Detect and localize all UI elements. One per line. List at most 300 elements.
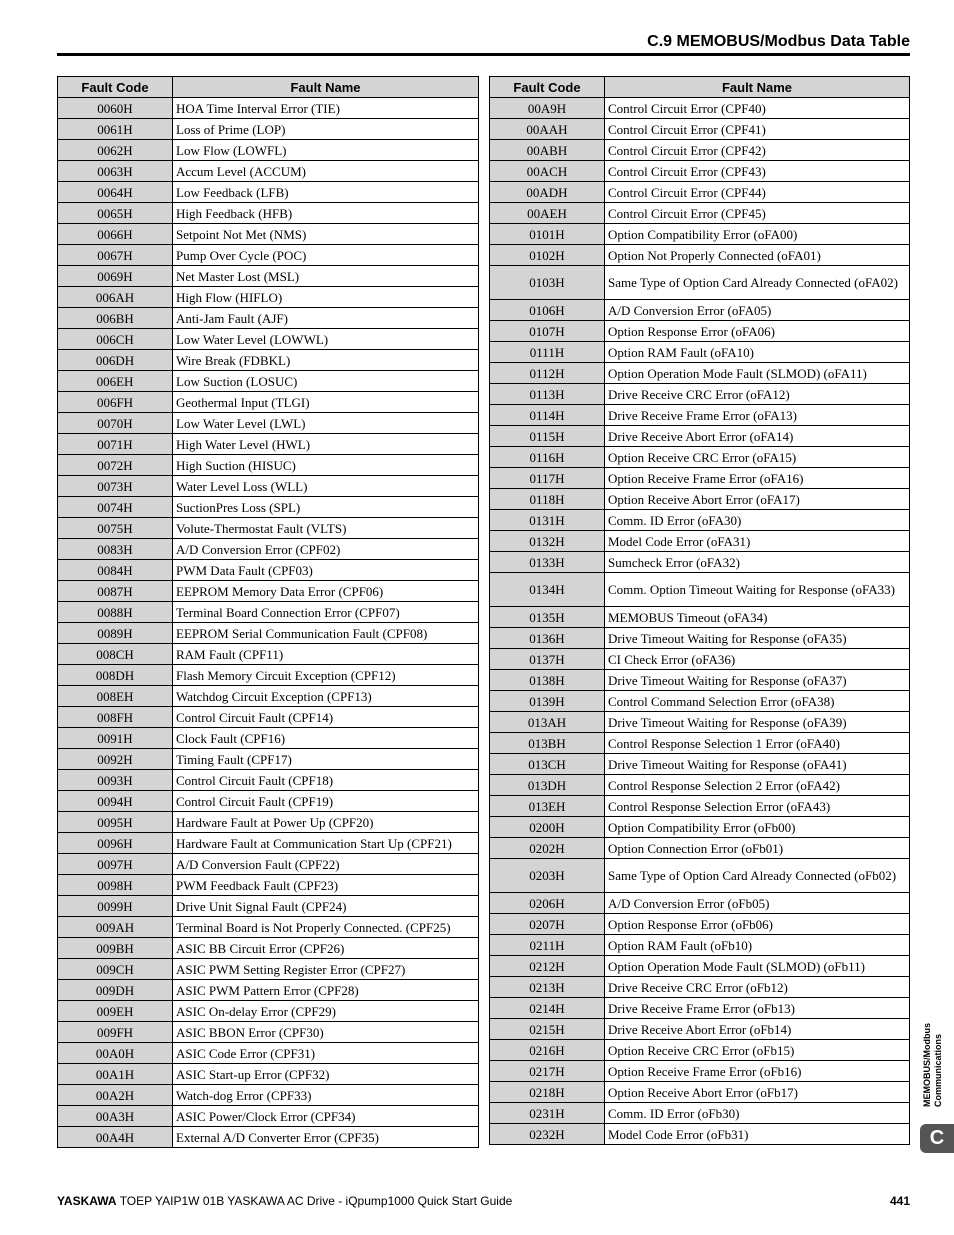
fault-name-cell: Low Flow (LOWFL) — [173, 140, 479, 161]
table-row — [58, 350, 479, 371]
table-row — [58, 476, 479, 497]
fault-code-cell: 013AH — [490, 712, 605, 733]
table-row — [490, 300, 910, 321]
fault-name-cell: Control Circuit Error (CPF45) — [605, 203, 910, 224]
table-row — [490, 161, 910, 182]
fault-name-cell: Control Circuit Fault (CPF14) — [173, 707, 479, 728]
side-chapter-label — [922, 1023, 944, 1107]
fault-code-cell: 009AH — [58, 917, 173, 938]
table-row — [58, 644, 479, 665]
fault-name-cell: Option Compatibility Error (oFA00) — [605, 224, 910, 245]
fault-name-cell: Low Water Level (LOWWL) — [173, 329, 479, 350]
table-row — [490, 245, 910, 266]
fault-code-cell: 00A1H — [58, 1064, 173, 1085]
fault-name-cell: Wire Break (FDBKL) — [173, 350, 479, 371]
table-row — [490, 607, 910, 628]
fault-code-cell: 0215H — [490, 1019, 605, 1040]
fault-code-cell: 006AH — [58, 287, 173, 308]
fault-code-cell: 0232H — [490, 1124, 605, 1145]
fault-code-cell: 008CH — [58, 644, 173, 665]
table-row — [58, 812, 479, 833]
fault-code-cell: 0112H — [490, 363, 605, 384]
table-row — [490, 628, 910, 649]
fault-code-cell: 0218H — [490, 1082, 605, 1103]
table-row — [58, 833, 479, 854]
fault-name-cell: ASIC Start-up Error (CPF32) — [173, 1064, 479, 1085]
table-row — [58, 308, 479, 329]
table-row — [58, 434, 479, 455]
table-row — [490, 998, 910, 1019]
fault-code-cell: 0070H — [58, 413, 173, 434]
fault-name-cell: ASIC PWM Pattern Error (CPF28) — [173, 980, 479, 1001]
table-row — [58, 1127, 479, 1148]
fault-name-cell: Pump Over Cycle (POC) — [173, 245, 479, 266]
fault-name-cell: Timing Fault (CPF17) — [173, 749, 479, 770]
table-row — [58, 329, 479, 350]
table-row — [58, 917, 479, 938]
fault-name-cell: Net Master Lost (MSL) — [173, 266, 479, 287]
fault-code-cell: 013CH — [490, 754, 605, 775]
fault-code-cell: 00ADH — [490, 182, 605, 203]
fault-code-cell: 0131H — [490, 510, 605, 531]
fault-name-cell: Comm. Option Timeout Waiting for Response (oFA33) — [605, 573, 910, 607]
fault-name-cell: Control Circuit Error (CPF40) — [605, 98, 910, 119]
table-row — [490, 1019, 910, 1040]
table-row — [58, 413, 479, 434]
table-row — [490, 1103, 910, 1124]
fault-code-cell: 0063H — [58, 161, 173, 182]
fault-name-cell: Control Circuit Error (CPF42) — [605, 140, 910, 161]
fault-name-cell: Option Receive Abort Error (oFA17) — [605, 489, 910, 510]
fault-name-cell: Drive Receive CRC Error (oFb12) — [605, 977, 910, 998]
fault-name-cell: Control Circuit Fault (CPF19) — [173, 791, 479, 812]
fault-code-cell: 0106H — [490, 300, 605, 321]
table-row — [490, 552, 910, 573]
fault-code-cell: 013DH — [490, 775, 605, 796]
table-row — [58, 1001, 479, 1022]
table-row — [58, 581, 479, 602]
fault-code-cell: 0074H — [58, 497, 173, 518]
fault-code-cell: 006FH — [58, 392, 173, 413]
fault-name-cell: Option Not Properly Connected (oFA01) — [605, 245, 910, 266]
fault-code-cell: 0137H — [490, 649, 605, 670]
table-row — [58, 686, 479, 707]
fault-name-cell: A/D Conversion Error (oFb05) — [605, 893, 910, 914]
table-row — [58, 875, 479, 896]
fault-name-cell: Same Type of Option Card Already Connected (oFb02) — [605, 859, 910, 893]
fault-code-cell: 0216H — [490, 1040, 605, 1061]
table-row — [490, 914, 910, 935]
table-row — [490, 691, 910, 712]
table-row — [490, 754, 910, 775]
fault-name-cell: Watchdog Circuit Exception (CPF13) — [173, 686, 479, 707]
fault-code-cell: 0213H — [490, 977, 605, 998]
fault-name-cell: Option Response Error (oFb06) — [605, 914, 910, 935]
fault-code-cell: 0206H — [490, 893, 605, 914]
table-row — [490, 935, 910, 956]
fault-code-cell: 0069H — [58, 266, 173, 287]
table-row — [490, 775, 910, 796]
side-label-line1: MEMOBUS/Modbus — [922, 1023, 932, 1107]
table-row — [490, 384, 910, 405]
fault-name-cell: Flash Memory Circuit Exception (CPF12) — [173, 665, 479, 686]
fault-name-cell: Option Operation Mode Fault (SLMOD) (oFA11) — [605, 363, 910, 384]
fault-name-cell: Sumcheck Error (oFA32) — [605, 552, 910, 573]
table-header-row — [58, 77, 479, 98]
table-row — [490, 796, 910, 817]
fault-name-cell: ASIC PWM Setting Register Error (CPF27) — [173, 959, 479, 980]
fault-name-header: Fault Name — [173, 77, 479, 98]
fault-code-cell: 009EH — [58, 1001, 173, 1022]
fault-name-cell: Control Circuit Fault (CPF18) — [173, 770, 479, 791]
table-row — [490, 712, 910, 733]
fault-name-cell: High Suction (HISUC) — [173, 455, 479, 476]
table-row — [58, 602, 479, 623]
table-row — [490, 733, 910, 754]
fault-name-cell: Drive Receive Frame Error (oFA13) — [605, 405, 910, 426]
fault-name-cell: Drive Timeout Waiting for Response (oFA37) — [605, 670, 910, 691]
table-row — [490, 510, 910, 531]
fault-code-cell: 009BH — [58, 938, 173, 959]
fault-name-cell: Option Operation Mode Fault (SLMOD) (oFb11) — [605, 956, 910, 977]
fault-code-cell: 0092H — [58, 749, 173, 770]
fault-code-cell: 0094H — [58, 791, 173, 812]
fault-code-cell: 0118H — [490, 489, 605, 510]
fault-code-cell: 013BH — [490, 733, 605, 754]
table-row — [58, 896, 479, 917]
fault-name-cell: SuctionPres Loss (SPL) — [173, 497, 479, 518]
table-row — [58, 203, 479, 224]
fault-name-cell: Loss of Prime (LOP) — [173, 119, 479, 140]
table-row — [490, 838, 910, 859]
table-row — [58, 854, 479, 875]
table-row — [58, 728, 479, 749]
fault-code-cell: 00ABH — [490, 140, 605, 161]
fault-name-cell: Option Receive CRC Error (oFA15) — [605, 447, 910, 468]
fault-code-cell: 0113H — [490, 384, 605, 405]
table-row — [58, 1085, 479, 1106]
table-row — [58, 1043, 479, 1064]
table-row — [58, 161, 479, 182]
fault-name-cell: External A/D Converter Error (CPF35) — [173, 1127, 479, 1148]
fault-name-cell: HOA Time Interval Error (TIE) — [173, 98, 479, 119]
table-row — [490, 573, 910, 607]
right-table-body — [490, 98, 910, 1145]
fault-code-cell: 0102H — [490, 245, 605, 266]
fault-name-cell: Control Circuit Error (CPF43) — [605, 161, 910, 182]
fault-code-cell: 0062H — [58, 140, 173, 161]
table-row — [58, 497, 479, 518]
fault-name-cell: ASIC Code Error (CPF31) — [173, 1043, 479, 1064]
fault-code-cell: 0096H — [58, 833, 173, 854]
table-row — [490, 447, 910, 468]
fault-name-cell: Drive Timeout Waiting for Response (oFA41) — [605, 754, 910, 775]
table-row — [58, 539, 479, 560]
fault-code-cell: 0132H — [490, 531, 605, 552]
fault-name-cell: High Feedback (HFB) — [173, 203, 479, 224]
fault-code-cell: 008DH — [58, 665, 173, 686]
fault-name-cell: A/D Conversion Error (oFA05) — [605, 300, 910, 321]
fault-name-cell: Model Code Error (oFA31) — [605, 531, 910, 552]
fault-name-cell: Control Response Selection 2 Error (oFA42) — [605, 775, 910, 796]
fault-code-cell: 0095H — [58, 812, 173, 833]
fault-name-cell: EEPROM Serial Communication Fault (CPF08) — [173, 623, 479, 644]
table-row — [490, 363, 910, 384]
fault-code-cell: 008FH — [58, 707, 173, 728]
fault-code-cell: 00ACH — [490, 161, 605, 182]
fault-name-cell: Hardware Fault at Power Up (CPF20) — [173, 812, 479, 833]
table-row — [58, 959, 479, 980]
fault-name-cell: PWM Data Fault (CPF03) — [173, 560, 479, 581]
table-row — [490, 342, 910, 363]
fault-code-cell: 0138H — [490, 670, 605, 691]
table-row — [490, 321, 910, 342]
fault-code-cell: 0099H — [58, 896, 173, 917]
table-row — [58, 665, 479, 686]
table-row — [490, 182, 910, 203]
fault-name-cell: Same Type of Option Card Already Connected (oFA02) — [605, 266, 910, 300]
fault-name-cell: Anti-Jam Fault (AJF) — [173, 308, 479, 329]
fault-code-cell: 006DH — [58, 350, 173, 371]
fault-name-cell: Hardware Fault at Communication Start Up (CPF21) — [173, 833, 479, 854]
fault-name-cell: ASIC On-delay Error (CPF29) — [173, 1001, 479, 1022]
table-row — [58, 119, 479, 140]
table-row — [490, 489, 910, 510]
table-row — [58, 266, 479, 287]
fault-name-cell: Option RAM Fault (oFb10) — [605, 935, 910, 956]
fault-code-cell: 0084H — [58, 560, 173, 581]
table-row — [490, 468, 910, 489]
fault-name-header: Fault Name — [605, 77, 910, 98]
table-row — [58, 1064, 479, 1085]
fault-name-cell: Option Receive Frame Error (oFb16) — [605, 1061, 910, 1082]
table-row — [58, 1022, 479, 1043]
fault-name-cell: Water Level Loss (WLL) — [173, 476, 479, 497]
fault-name-cell: Clock Fault (CPF16) — [173, 728, 479, 749]
fault-code-cell: 00AEH — [490, 203, 605, 224]
fault-name-cell: High Water Level (HWL) — [173, 434, 479, 455]
table-header-row — [490, 77, 910, 98]
table-row — [490, 426, 910, 447]
fault-code-header: Fault Code — [58, 77, 173, 98]
header-rule — [57, 53, 910, 56]
table-row — [58, 791, 479, 812]
table-row — [490, 266, 910, 300]
fault-name-cell: ASIC Power/Clock Error (CPF34) — [173, 1106, 479, 1127]
fault-code-cell: 009FH — [58, 1022, 173, 1043]
fault-code-cell: 0207H — [490, 914, 605, 935]
fault-code-cell: 0089H — [58, 623, 173, 644]
fault-code-cell: 0211H — [490, 935, 605, 956]
fault-code-cell: 0115H — [490, 426, 605, 447]
fault-code-cell: 0133H — [490, 552, 605, 573]
fault-table-left — [57, 76, 479, 1148]
fault-code-cell: 0061H — [58, 119, 173, 140]
chapter-tab: C — [920, 1124, 954, 1153]
table-row — [58, 749, 479, 770]
table-row — [490, 1082, 910, 1103]
table-row — [490, 817, 910, 838]
fault-code-cell: 0088H — [58, 602, 173, 623]
fault-name-cell: Control Circuit Error (CPF44) — [605, 182, 910, 203]
table-row — [490, 98, 910, 119]
fault-code-cell: 0134H — [490, 573, 605, 607]
table-row — [58, 707, 479, 728]
fault-code-cell: 009CH — [58, 959, 173, 980]
fault-name-cell: EEPROM Memory Data Error (CPF06) — [173, 581, 479, 602]
fault-code-cell: 0101H — [490, 224, 605, 245]
table-row — [58, 224, 479, 245]
fault-name-cell: Drive Receive CRC Error (oFA12) — [605, 384, 910, 405]
fault-name-cell: Setpoint Not Met (NMS) — [173, 224, 479, 245]
fault-name-cell: Option RAM Fault (oFA10) — [605, 342, 910, 363]
fault-code-cell: 0066H — [58, 224, 173, 245]
table-row — [58, 770, 479, 791]
fault-code-cell: 0203H — [490, 859, 605, 893]
table-row — [58, 140, 479, 161]
fault-code-cell: 006EH — [58, 371, 173, 392]
table-row — [490, 956, 910, 977]
fault-code-cell: 0071H — [58, 434, 173, 455]
fault-code-cell: 0136H — [490, 628, 605, 649]
fault-code-cell: 0231H — [490, 1103, 605, 1124]
fault-name-cell: Control Response Selection 1 Error (oFA40) — [605, 733, 910, 754]
fault-code-cell: 0116H — [490, 447, 605, 468]
fault-code-cell: 0111H — [490, 342, 605, 363]
footer-brand: YASKAWA — [57, 1194, 117, 1208]
fault-code-header: Fault Code — [490, 77, 605, 98]
fault-code-cell: 0073H — [58, 476, 173, 497]
fault-code-cell: 00A0H — [58, 1043, 173, 1064]
fault-name-cell: Option Compatibility Error (oFb00) — [605, 817, 910, 838]
fault-name-cell: MEMOBUS Timeout (oFA34) — [605, 607, 910, 628]
table-row — [490, 203, 910, 224]
fault-code-cell: 0217H — [490, 1061, 605, 1082]
fault-name-cell: Drive Timeout Waiting for Response (oFA39) — [605, 712, 910, 733]
fault-name-cell: Control Circuit Error (CPF41) — [605, 119, 910, 140]
fault-name-cell: Control Command Selection Error (oFA38) — [605, 691, 910, 712]
table-row — [490, 224, 910, 245]
fault-name-cell: High Flow (HIFLO) — [173, 287, 479, 308]
fault-name-cell: Drive Receive Frame Error (oFb13) — [605, 998, 910, 1019]
table-row — [490, 1040, 910, 1061]
fault-name-cell: A/D Conversion Fault (CPF22) — [173, 854, 479, 875]
fault-code-cell: 0093H — [58, 770, 173, 791]
fault-code-cell: 0091H — [58, 728, 173, 749]
fault-name-cell: Option Receive CRC Error (oFb15) — [605, 1040, 910, 1061]
fault-name-cell: Low Water Level (LWL) — [173, 413, 479, 434]
fault-code-cell: 0060H — [58, 98, 173, 119]
fault-name-cell: ASIC BB Circuit Error (CPF26) — [173, 938, 479, 959]
table-row — [58, 98, 479, 119]
fault-code-cell: 0097H — [58, 854, 173, 875]
table-row — [58, 455, 479, 476]
fault-code-cell: 0064H — [58, 182, 173, 203]
fault-code-cell: 0098H — [58, 875, 173, 896]
fault-code-cell: 0139H — [490, 691, 605, 712]
fault-code-cell: 0212H — [490, 956, 605, 977]
fault-name-cell: CI Check Error (oFA36) — [605, 649, 910, 670]
footer-text: TOEP YAIP1W 01B YASKAWA AC Drive - iQpump1000 Quick Start Guide — [116, 1194, 513, 1208]
table-row — [490, 649, 910, 670]
fault-name-cell: PWM Feedback Fault (CPF23) — [173, 875, 479, 896]
fault-code-cell: 0067H — [58, 245, 173, 266]
fault-name-cell: Option Receive Abort Error (oFb17) — [605, 1082, 910, 1103]
fault-name-cell: Watch-dog Error (CPF33) — [173, 1085, 479, 1106]
table-row — [490, 140, 910, 161]
table-row — [490, 859, 910, 893]
fault-code-cell: 006BH — [58, 308, 173, 329]
fault-table-right — [489, 76, 910, 1145]
side-label-line2: Communications — [933, 1033, 943, 1107]
table-row — [58, 287, 479, 308]
fault-name-cell: Drive Receive Abort Error (oFb14) — [605, 1019, 910, 1040]
fault-code-cell: 00A2H — [58, 1085, 173, 1106]
fault-code-cell: 0065H — [58, 203, 173, 224]
fault-name-cell: A/D Conversion Error (CPF02) — [173, 539, 479, 560]
footer-doc-title — [57, 1194, 512, 1208]
fault-code-cell: 0117H — [490, 468, 605, 489]
table-row — [490, 1124, 910, 1145]
table-row — [490, 119, 910, 140]
fault-name-cell: Comm. ID Error (oFA30) — [605, 510, 910, 531]
fault-code-cell: 0087H — [58, 581, 173, 602]
table-row — [58, 245, 479, 266]
fault-code-cell: 0200H — [490, 817, 605, 838]
table-row — [58, 938, 479, 959]
table-row — [490, 670, 910, 691]
fault-name-cell: Volute-Thermostat Fault (VLTS) — [173, 518, 479, 539]
fault-code-cell: 00A3H — [58, 1106, 173, 1127]
fault-code-cell: 00A4H — [58, 1127, 173, 1148]
fault-code-cell: 0083H — [58, 539, 173, 560]
section-title: C.9 MEMOBUS/Modbus Data Table — [647, 33, 910, 50]
table-row — [58, 623, 479, 644]
fault-code-cell: 009DH — [58, 980, 173, 1001]
table-row — [58, 392, 479, 413]
fault-code-cell: 008EH — [58, 686, 173, 707]
fault-name-cell: Terminal Board Connection Error (CPF07) — [173, 602, 479, 623]
fault-name-cell: Terminal Board is Not Properly Connected. (CPF25) — [173, 917, 479, 938]
left-table-body — [58, 98, 479, 1148]
fault-code-cell: 0214H — [490, 998, 605, 1019]
fault-name-cell: Drive Timeout Waiting for Response (oFA35) — [605, 628, 910, 649]
fault-code-cell: 013EH — [490, 796, 605, 817]
fault-code-cell: 0114H — [490, 405, 605, 426]
fault-code-cell: 0072H — [58, 455, 173, 476]
table-row — [58, 560, 479, 581]
fault-code-cell: 0202H — [490, 838, 605, 859]
table-row — [490, 1061, 910, 1082]
table-row — [490, 893, 910, 914]
table-row — [58, 980, 479, 1001]
fault-name-cell: Option Connection Error (oFb01) — [605, 838, 910, 859]
table-row — [490, 977, 910, 998]
fault-code-cell: 0107H — [490, 321, 605, 342]
fault-name-cell: Control Response Selection Error (oFA43) — [605, 796, 910, 817]
fault-code-cell: 0075H — [58, 518, 173, 539]
fault-name-cell: Drive Unit Signal Fault (CPF24) — [173, 896, 479, 917]
page-number: 441 — [889, 1194, 910, 1208]
fault-code-cell: 0103H — [490, 266, 605, 300]
table-row — [58, 518, 479, 539]
fault-name-cell: Option Response Error (oFA06) — [605, 321, 910, 342]
fault-name-cell: Low Suction (LOSUC) — [173, 371, 479, 392]
table-row — [58, 182, 479, 203]
table-row — [58, 1106, 479, 1127]
table-row — [490, 405, 910, 426]
fault-name-cell: Geothermal Input (TLGI) — [173, 392, 479, 413]
